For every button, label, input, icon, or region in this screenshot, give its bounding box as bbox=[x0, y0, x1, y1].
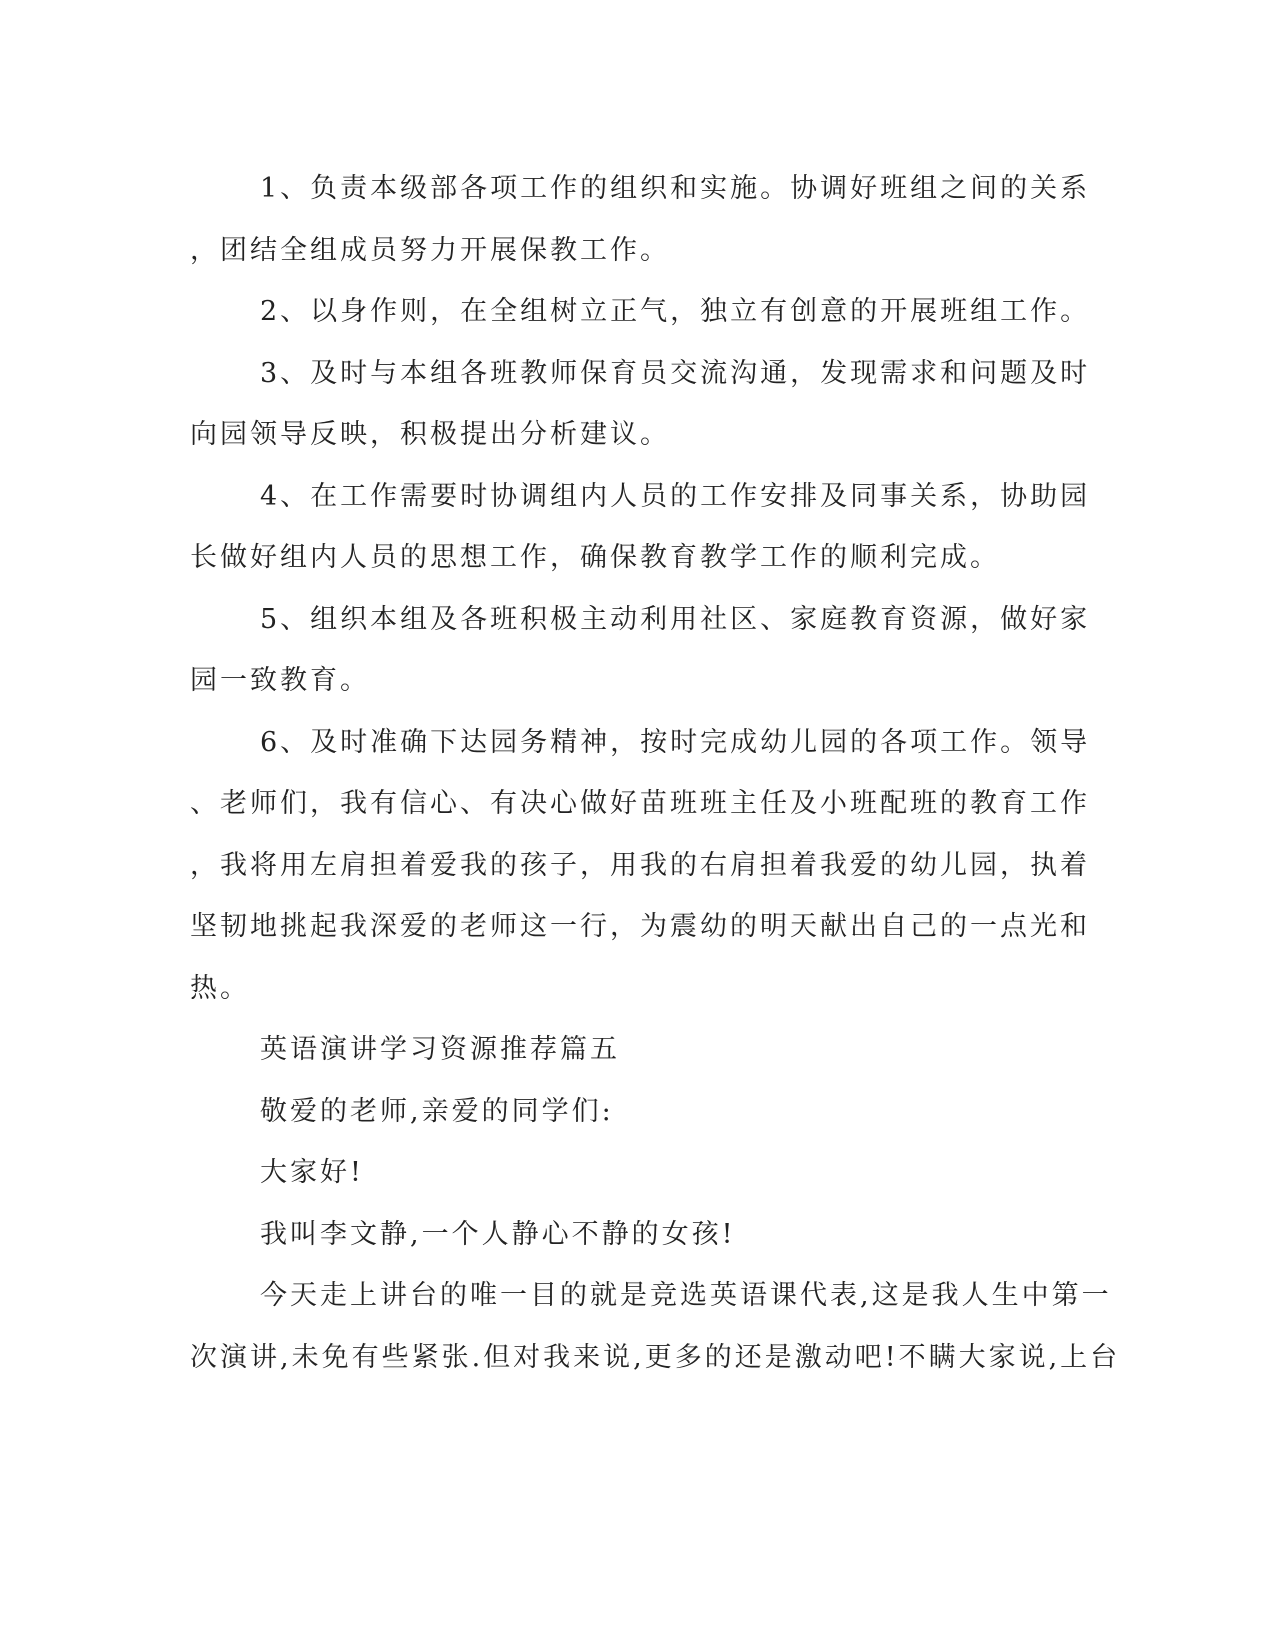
text-line: 坚韧地挑起我深爱的老师这一行，为震幼的明天献出自己的一点光和 bbox=[190, 911, 1090, 942]
text-line: 长做好组内人员的思想工作，确保教育教学工作的顺利完成。 bbox=[190, 542, 1000, 573]
text-line: 5、组织本组及各班积极主动利用社区、家庭教育资源，做好家 bbox=[260, 603, 1091, 635]
text-line: 我叫李文静,一个人静心不静的女孩! bbox=[260, 1218, 736, 1250]
text-line: 次演讲,未免有些紧张.但对我来说,更多的还是激动吧!不瞒大家说,上台 bbox=[190, 1341, 1121, 1373]
text-line: 今天走上讲台的唯一目的就是竞选英语课代表,这是我人生中第一 bbox=[260, 1280, 1112, 1311]
section-heading: 英语演讲学习资源推荐篇五 bbox=[260, 1034, 620, 1065]
text-line: 、老师们，我有信心、有决心做好苗班班主任及小班配班的教育工作 bbox=[190, 788, 1090, 819]
text-line: 园一致教育。 bbox=[190, 665, 370, 696]
text-line: 3、及时与本组各班教师保育员交流沟通，发现需求和问题及时 bbox=[260, 357, 1091, 389]
text-line: 4、在工作需要时协调组内人员的工作安排及同事关系，协助园 bbox=[260, 480, 1091, 512]
document-body bbox=[190, 158, 1121, 1388]
greeting: 大家好! bbox=[260, 1157, 364, 1188]
text-line: 向园领导反映，积极提出分析建议。 bbox=[190, 419, 670, 450]
text-line: ，团结全组成员努力开展保教工作。 bbox=[190, 234, 670, 266]
text-line: ，我将用左肩担着爱我的孩子，用我的右肩担着我爱的幼儿园，执着 bbox=[190, 849, 1090, 881]
text-line: 热。 bbox=[190, 972, 250, 1004]
text-line: 1、负责本级部各项工作的组织和实施。协调好班组之间的关系 bbox=[260, 173, 1091, 204]
salutation: 敬爱的老师,亲爱的同学们: bbox=[260, 1095, 614, 1127]
text-line: 2、以身作则，在全组树立正气，独立有创意的开展班组工作。 bbox=[260, 296, 1091, 327]
text-line: 6、及时准确下达园务精神，按时完成幼儿园的各项工作。领导 bbox=[260, 726, 1091, 758]
